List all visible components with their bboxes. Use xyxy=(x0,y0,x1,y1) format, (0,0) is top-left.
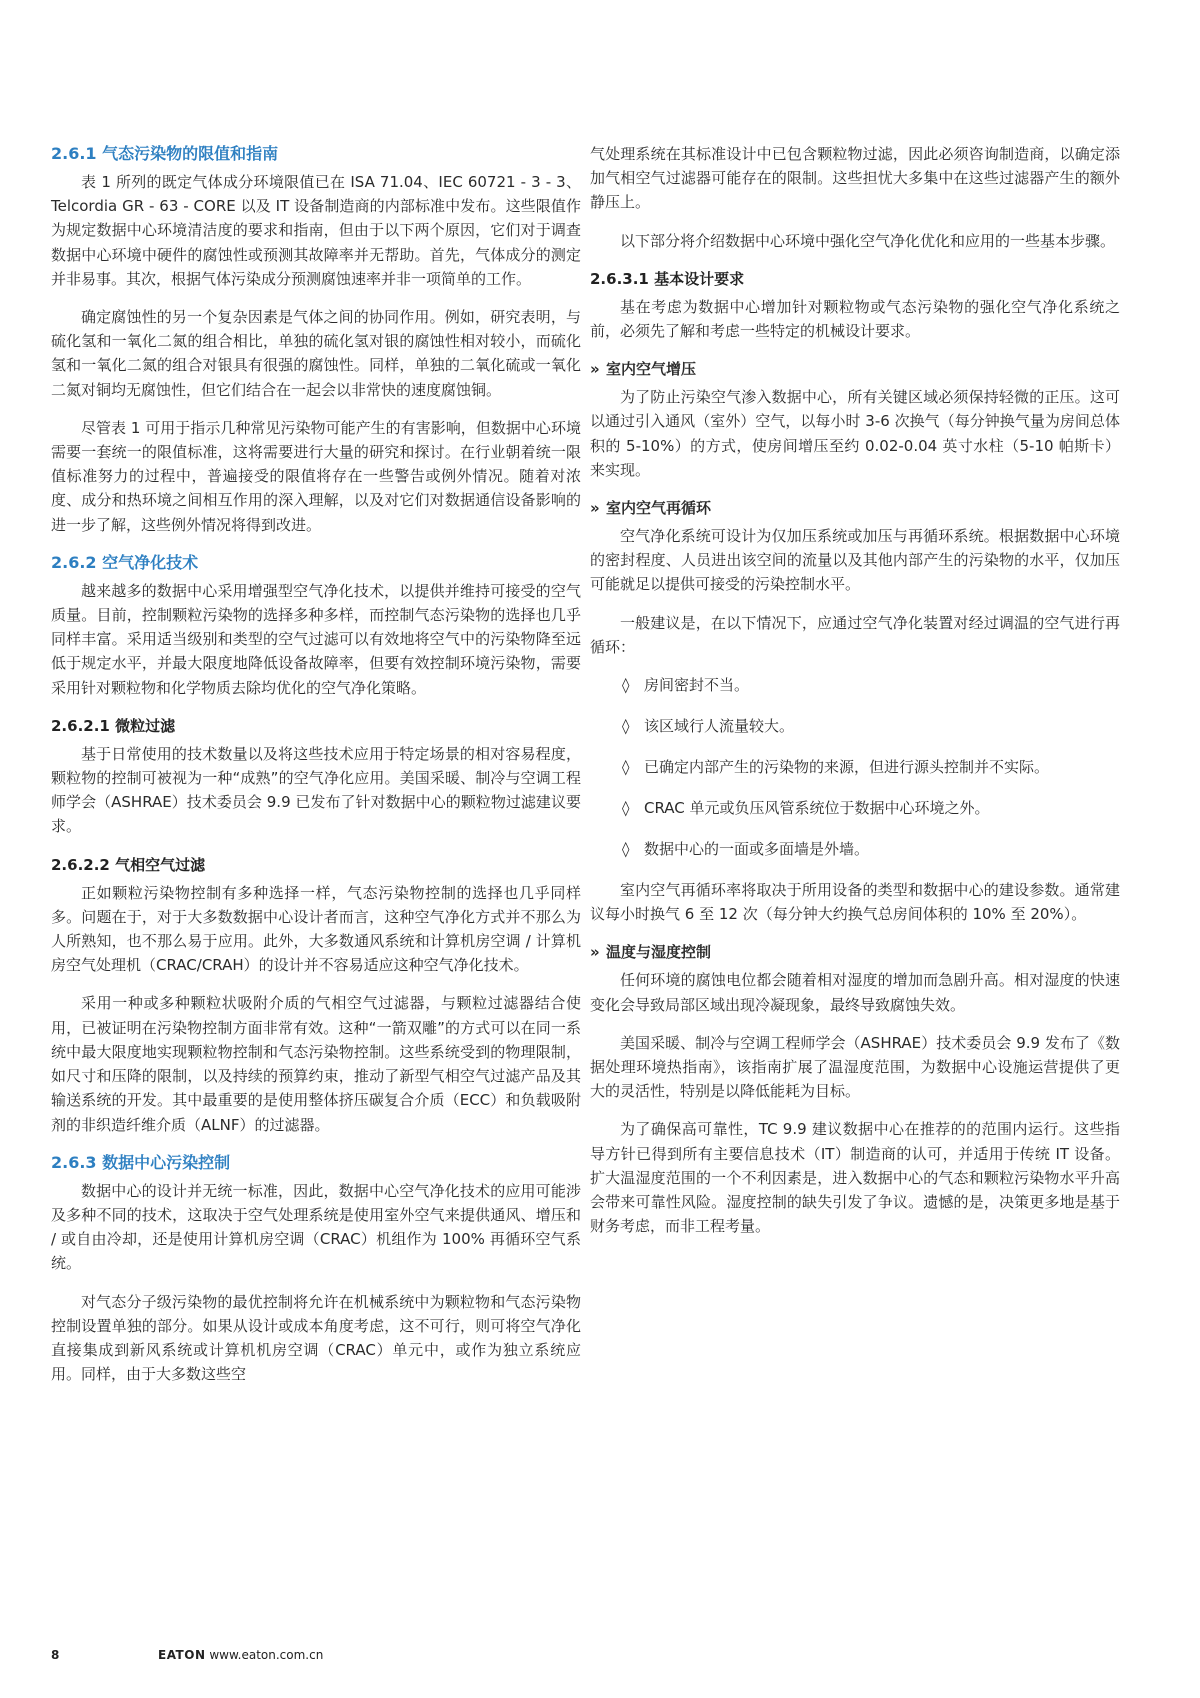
section-2-6-3-title: 2.6.3 数据中心污染控制 xyxy=(51,1152,231,1172)
paragraph: 以下部分将介绍数据中心环境中强化空气净化优化和应用的一些基本步骤。 xyxy=(620,231,1116,250)
diamond-bullet-icon: ◊ xyxy=(622,799,630,818)
website-link[interactable]: www.eaton.com.cn xyxy=(209,1648,324,1662)
paragraph: 任何环境的腐蚀电位都会随着相对湿度的增加而急剧升高。相对湿度的快速变化会导致局部区域出现冷凝现象，最终导致腐蚀失效。 xyxy=(590,971,1120,1014)
chevron-bullet-icon: » xyxy=(590,360,600,379)
paragraph: 基于日常使用的技术数量以及将这些技术应用于特定场景的相对容易程度，颗粒物的控制可被视为一种“成熟”的空气净化应用。美国采暖、制冷与空调工程师学会（ASHRAE）技术委员会 9.9 已发布了针对数据中心的颗粒物过滤建议要求。 xyxy=(51,744,581,836)
diamond-bullet-icon: ◊ xyxy=(622,717,630,736)
chevron-bullet-icon: » xyxy=(590,499,600,518)
page-number: 8 xyxy=(51,1648,60,1662)
paragraph: 为了确保高可靠性，TC 9.9 建议数据中心在推荐的的范围内运行。这些指导方针已得到所有主要信息技术（IT）制造商的认可，并适用于传统 IT 设备。扩大温湿度范围的一个不利因素是，进入数据中心的气态和颗粒污染物水平升高会带来可靠性风险。湿度控制的缺失引发了争议。遗憾的是，决策更多地是基于财务考虑，而非工程考量。 xyxy=(590,1120,1120,1236)
brand-logo: EATON xyxy=(158,1648,206,1662)
right-column xyxy=(590,142,1120,1252)
diamond-bullet-icon: ◊ xyxy=(622,676,630,695)
paragraph: 尽管表 1 可用于指示几种常见污染物可能产生的有害影响，但数据中心环境需要一套统一的限值标准，这将需要进行大量的研究和探讨。在行业朝着统一限值标准努力的过程中，普遍接受的限值将存在一些警告或例外情况。随着对浓度、成分和热环境之间相互作用的深入理解，以及对它们对数据通信设备影响的进一步了解，这些例外情况将得到改进。 xyxy=(51,418,581,534)
list-item xyxy=(590,755,1120,779)
paragraph: 采用一种或多种颗粒状吸附介质的气相空气过滤器，与颗粒过滤器结合使用，已被证明在污染物控制方面非常有效。这种“一箭双雕”的方式可以在同一系统中最大限度地实现颗粒物控制和气态污染物控制。这些系统受到的物理限制，如尺寸和压降的限制，以及持续的预算约束，推动了新型气相空气过滤产品及其输送系统的开发。其中最重要的是使用整体挤压碳复合介质（ECC）和负载吸附剂的非织造纤维介质（ALNF）的过滤器。 xyxy=(51,994,581,1134)
paragraph: 数据中心的设计并无统一标准，因此，数据中心空气净化技术的应用可能涉及多种不同的技术，这取决于空气处理系统是使用室外空气来提供通风、增压和 / 或自由冷却，还是使用计算机房空调（CRAC）机组作为 100% 再循环空气系统。 xyxy=(51,1181,581,1273)
paragraph: 气处理系统在其标准设计中已包含颗粒物过滤，因此必须咨询制造商，以确定添加气相空气过滤器可能存在的限制。这些担忧大多集中在这些过滤器产生的额外静压上。 xyxy=(590,145,1120,212)
subheading-room-recirculation xyxy=(590,496,1120,520)
paragraph: 一般建议是，在以下情况下，应通过空气净化装置对经过调温的空气进行再循环： xyxy=(590,613,1120,656)
paragraph: 确定腐蚀性的另一个复杂因素是气体之间的协同作用。例如，研究表明，与硫化氢和一氧化二氮的组合相比，单独的硫化氢对银的腐蚀性相对较小，而硫化氢和一氧化二氮的组合对银具有很强的腐蚀性。同样，单独的二氧化硫或一氧化二氮对铜均无腐蚀性，但它们结合在一起会以非常快的速度腐蚀铜。 xyxy=(51,308,581,399)
list-item-text: 该区域行人流量较大。 xyxy=(644,717,795,736)
subheading-label: 室内空气增压 xyxy=(606,360,697,379)
paragraph: 基在考虑为数据中心增加针对颗粒物或气态污染物的强化空气净化系统之前，必须先了解和考虑一些特定的机械设计要求。 xyxy=(590,297,1120,341)
subheading-temperature-humidity xyxy=(590,940,1120,964)
section-2-6-2-title: 2.6.2 空气净化技术 xyxy=(51,552,199,572)
list-item xyxy=(590,673,1120,697)
chevron-bullet-icon: » xyxy=(590,943,600,962)
section-2-6-2-2-title: 2.6.2.2 气相空气过滤 xyxy=(51,855,206,874)
paragraph: 表 1 所列的既定气体成分环境限值已在 ISA 71.04、IEC 60721 - 3 - 3、Telcordia GR - 63 - CORE 以及 IT 设备制造商的内部标准中发布。这些限值作为规定数据中心环境清洁度的要求和指南，但由于以下两个原因，它们对于调查数据中心环境中硬件的腐蚀性或预测其故障率并无帮助。首先，气体成分的测定并非易事。其次，根据气体污染成分预测腐蚀速率并非一项简单的工作。 xyxy=(51,173,581,288)
list-item xyxy=(590,837,1120,861)
paragraph: 正如颗粒污染物控制有多种选择一样，气态污染物控制的选择也几乎同样多。问题在于，对于大多数数据中心设计者而言，这种空气净化方式并不那么为人所熟知，也不那么易于应用。此外，大多数通风系统和计算机房空调 / 计算机房空气处理机（CRAC/CRAH）的设计并不容易适应这种空气净化技术。 xyxy=(51,883,581,975)
paragraph: 空气净化系统可设计为仅加压系统或加压与再循环系统。根据数据中心环境的密封程度、人员进出该空间的流量以及其他内部产生的污染物的水平，仅加压可能就足以提供可接受的污染控制水平。 xyxy=(590,527,1120,594)
list-item xyxy=(590,714,1120,738)
diamond-bullet-icon: ◊ xyxy=(622,840,630,859)
list-item-text: 房间密封不当。 xyxy=(644,676,750,695)
list-item xyxy=(590,796,1120,820)
section-2-6-2-1-title: 2.6.2.1 微粒过滤 xyxy=(51,716,176,735)
paragraph: 美国采暖、制冷与空调工程师学会（ASHRAE）技术委员会 9.9 发布了《数据处理环境热指南》，该指南扩展了温湿度范围，为数据中心设施运营提供了更大的灵活性，特别是以降低能耗为目标。 xyxy=(590,1033,1120,1101)
list-item-text: 已确定内部产生的污染物的来源，但进行源头控制并不实际。 xyxy=(644,758,1050,777)
left-column xyxy=(51,142,581,1400)
list-item-text: CRAC 单元或负压风管系统位于数据中心环境之外。 xyxy=(644,799,990,818)
subheading-label: 室内空气再循环 xyxy=(606,499,712,518)
subheading-room-pressurization xyxy=(590,357,1120,381)
section-2-6-1-title: 2.6.1 气态污染物的限值和指南 xyxy=(51,144,279,163)
section-2-6-3-1-title: 2.6.3.1 基本设计要求 xyxy=(590,269,745,288)
diamond-bullet-icon: ◊ xyxy=(622,758,630,777)
page-footer xyxy=(51,1648,323,1662)
paragraph: 室内空气再循环率将取决于所用设备的类型和数据中心的建设参数。通常建议每小时换气 6 至 12 次（每分钟大约换气总房间体积的 10% 至 20%）。 xyxy=(590,881,1120,924)
paragraph: 越来越多的数据中心采用增强型空气净化技术，以提供并维持可接受的空气质量。目前，控制颗粒污染物的选择多种多样，而控制气态污染物的选择也几乎同样丰富。采用适当级别和类型的空气过滤可以有效地将空气中的污染物降至远低于规定水平，并最大限度地降低设备故障率，但要有效控制环境污染物，需要采用针对颗粒物和化学物质去除均优化的空气净化策略。 xyxy=(51,581,581,697)
list-item-text: 数据中心的一面或多面墙是外墙。 xyxy=(644,840,870,859)
paragraph: 对气态分子级污染物的最优控制将允许在机械系统中为颗粒物和气态污染物控制设置单独的部分。如果从设计或成本角度考虑，这不可行，则可将空气净化直接集成到新风系统或计算机机房空调（CRAC）单元中，或作为独立系统应用。同样，由于大多数这些空 xyxy=(51,1292,581,1384)
paragraph: 为了防止污染空气渗入数据中心，所有关键区域必须保持轻微的正压。这可以通过引入通风（室外）空气，以每小时 3-6 次换气（每分钟换气量为房间总体积的 5-10%）的方式，使房间增压至约 0.02-0.04 英寸水柱（5-10 帕斯卡）来实现。 xyxy=(590,388,1120,479)
subheading-label: 温度与湿度控制 xyxy=(606,943,712,962)
